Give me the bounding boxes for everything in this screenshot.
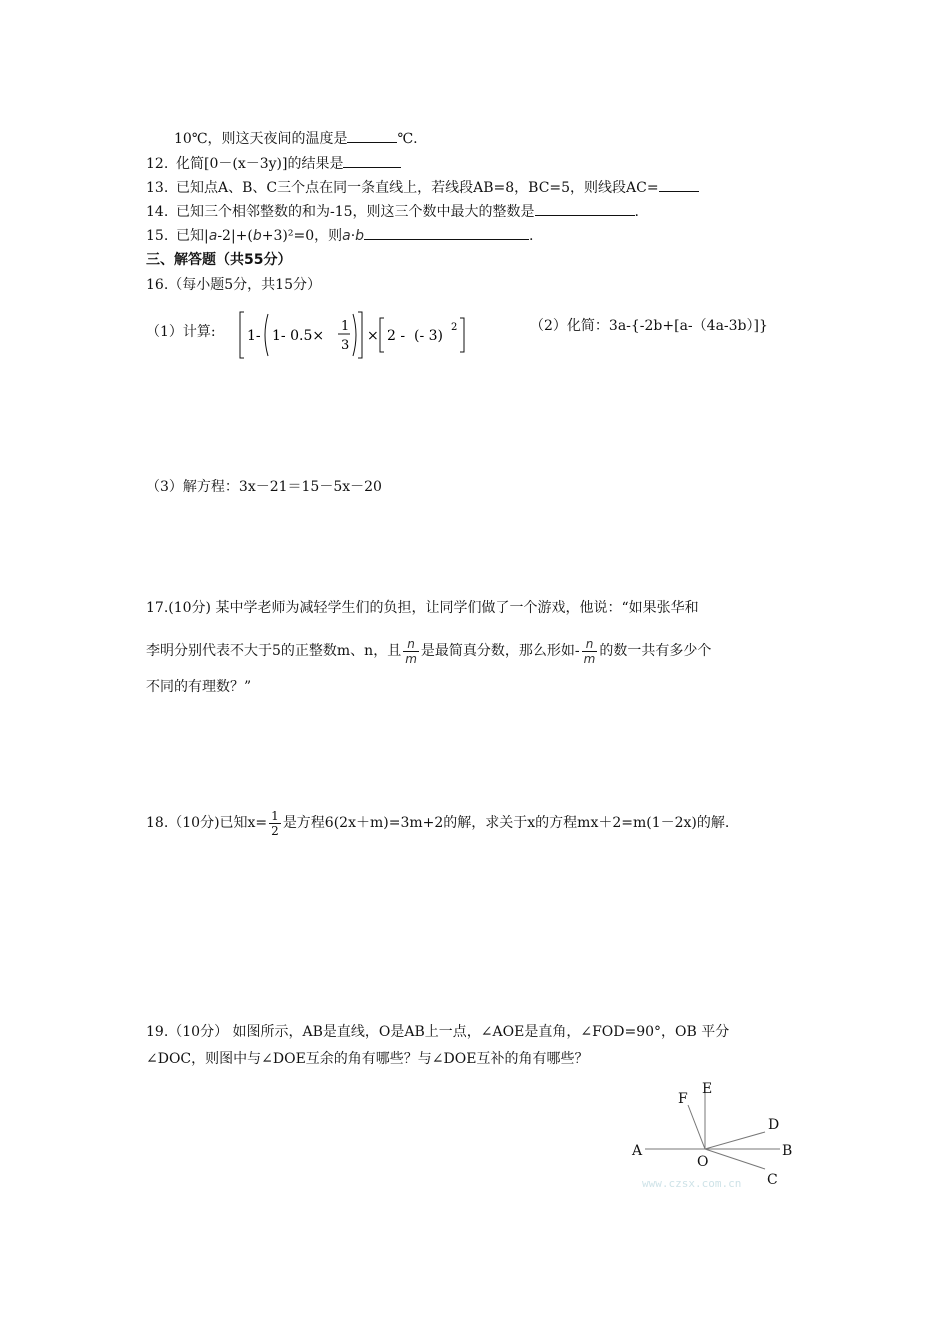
q17-line1: 17.(10分) 某中学老师为减轻学生们的负担，让同学们做了一个游戏，他说：“如果张华和: [146, 600, 699, 616]
q11-text: 10℃，则这天夜间的温度是: [174, 131, 348, 147]
q11-unit: ℃.: [397, 131, 418, 147]
label-o: O: [697, 1154, 709, 1170]
label-b: B: [782, 1143, 793, 1159]
q14-number: 14.: [146, 204, 169, 220]
q13-answer-blank[interactable]: [659, 177, 699, 192]
label-e: E: [702, 1081, 713, 1097]
expr-frac-num: 1: [341, 319, 350, 334]
expr-times: ×: [367, 328, 379, 344]
expr-inner: 1- 0.5×: [272, 328, 325, 344]
q16-header: 16.（每小题5分，共15分）: [146, 277, 321, 293]
outer-left-bracket: [240, 312, 244, 358]
q15-var-a: a: [208, 228, 218, 244]
expr-square: 2: [451, 322, 458, 333]
q17-line3: 不同的有理数？”: [146, 679, 252, 695]
q18-frac-den: 2: [271, 823, 279, 838]
question-12: [146, 153, 401, 174]
q16-part1-label: （1）计算:: [146, 324, 216, 340]
q16-part2: （2）化简：3a-{-2b+[a-（4a-3b）]}: [530, 318, 768, 334]
q16-part1-expression: [236, 308, 472, 362]
q12-number: 12.: [146, 156, 169, 172]
q13-number: 13.: [146, 180, 169, 196]
expr-one-minus: 1-: [247, 328, 261, 344]
q15-answer-blank[interactable]: [364, 225, 529, 240]
expr-two-minus: 2 -: [387, 328, 406, 344]
q14-text: 已知三个相邻整数的和为-15，则这三个数中最大的整数是: [176, 204, 535, 220]
ray-od: [705, 1132, 765, 1149]
label-a: A: [632, 1143, 643, 1159]
q18-frac-num: 1: [271, 808, 279, 823]
q17-line2-a: 李明分别代表不大于5的正整数m、n，且: [146, 643, 402, 659]
ray-oc: [705, 1149, 765, 1169]
q14-answer-blank[interactable]: [535, 201, 635, 216]
q17-frac1-den: m: [405, 651, 417, 666]
q15-period: .: [529, 228, 534, 244]
q13-text: 已知点A、B、C三个点在同一条直线上，若线段AB=8，BC=5，则线段AC=: [176, 180, 659, 196]
expr-neg-three: (- 3): [414, 328, 444, 344]
q17-line2-b: 是最简真分数，那么形如-: [420, 643, 580, 659]
q18-post: 是方程6(2x＋m)=3m+2的解，求关于x的方程mx＋2=m(1－2x)的解.: [282, 815, 730, 831]
q15-var-a2: a: [342, 228, 351, 244]
question-13: [146, 177, 699, 198]
q11-continuation: [174, 128, 418, 149]
question-18: [146, 805, 729, 841]
inner-left-paren: [265, 314, 268, 356]
q12-text: 化简[0－(x－3y)]的结果是: [176, 156, 344, 172]
expr-frac-den: 3: [341, 338, 350, 353]
q17-frac2-num: n: [582, 637, 598, 652]
q15-var-b: b: [252, 228, 262, 244]
question-15: [146, 225, 534, 246]
section-3-heading: 三、解答题（共55分）: [146, 252, 292, 268]
q15-text-pre: 已知|: [176, 228, 209, 244]
q17-line2: [146, 633, 711, 669]
q15-text-mid2: +3)²=0，则: [261, 228, 343, 244]
inner-right-paren: [353, 314, 356, 356]
q15-number: 15.: [146, 228, 169, 244]
q18-pre: 18.（10分)已知x=: [146, 815, 268, 831]
watermark: www.czsx.com.cn: [642, 1177, 742, 1190]
q17-frac2-den: m: [583, 651, 596, 666]
q12-answer-blank[interactable]: [343, 153, 401, 168]
outer-right-bracket: [358, 312, 362, 358]
second-right-bracket: [460, 318, 464, 352]
label-c: C: [767, 1172, 778, 1188]
q19-line2: ∠DOC，则图中与∠DOE互余的角有哪些？与∠DOE互补的角有哪些？: [146, 1051, 589, 1067]
q15-dot: ·: [350, 228, 356, 244]
q15-var-b2: b: [355, 228, 365, 244]
second-left-bracket: [380, 318, 384, 352]
angle-figure: [620, 1075, 810, 1200]
q17-fraction-1: [403, 637, 419, 666]
q14-period: .: [634, 204, 639, 220]
question-14: [146, 201, 639, 222]
q16-part3: （3）解方程：3x－21＝15－5x－20: [146, 479, 382, 495]
label-f: F: [678, 1091, 688, 1107]
q15-text-mid1: -2|+(: [217, 228, 253, 244]
q19-line1: 19.（10分） 如图所示，AB是直线，O是AB上一点，∠AOE是直角，∠FOD=90°，OB 平分: [146, 1024, 730, 1040]
q11-answer-blank[interactable]: [347, 128, 397, 143]
q17-fraction-2: [582, 637, 598, 666]
label-d: D: [768, 1117, 780, 1133]
q17-line2-c: 的数一共有多少个: [599, 643, 712, 659]
ray-of: [688, 1105, 705, 1149]
q18-fraction: [269, 809, 281, 838]
q17-frac1-num: n: [403, 637, 419, 652]
